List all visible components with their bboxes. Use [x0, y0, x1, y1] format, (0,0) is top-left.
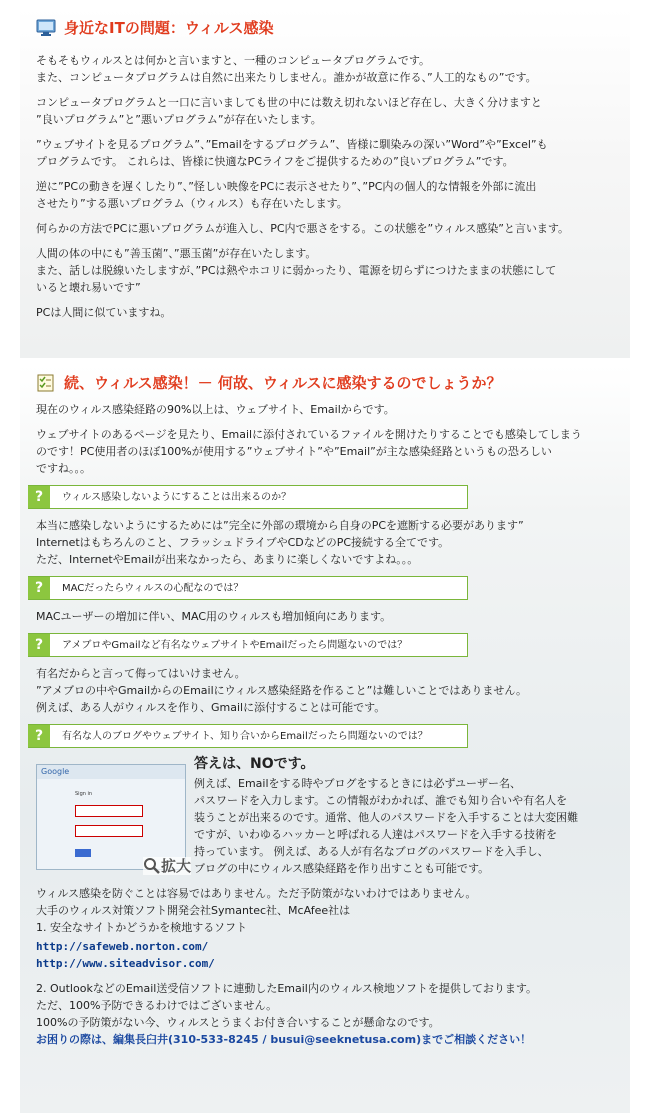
section-2-heading: [36, 373, 620, 393]
question-mark-icon: ?: [28, 634, 50, 656]
thumb-password-field: [75, 825, 143, 837]
zoom-label: 拡大: [160, 856, 191, 875]
paragraph: 何らかの方法でPCに悪いプログラムが進入し、PC内で悪さをする。この状態を”ウィルス感染”と言います。: [36, 222, 570, 235]
answer-content: [194, 756, 578, 877]
login-screenshot-thumbnail[interactable]: [36, 764, 191, 875]
section-1-title: 身近なITの問題：ウィルス感染: [64, 19, 274, 37]
section-1-card: [20, 8, 630, 358]
closing-text: 2. OutlookなどのEmail送受信ソフトに連動したEmail内のウィルス検地ソフトを提供しております。 ただ、100%予防できるわけではございません。 100%の予防策がない今、ウィルスとうまくお付き合いすることが懸命なのです。: [36, 982, 537, 1029]
thumb-email-field: [75, 805, 143, 817]
prevention-text: ウィルス感染を防ぐことは容易ではありません。ただ予防策がないわけではありません。 大手のウィルス対策ソフト開発会社Symantec社、McAfee社は 1. 安全なサイトかどうかを検地するソフト: [36, 887, 477, 934]
section-2-title: 続、ウィルス感染！－ 何故、ウィルスに感染するのでしょうか？: [64, 374, 502, 392]
question-mark-icon: ?: [28, 486, 50, 508]
paragraph: ”ウェブサイトを見るプログラム”、”Emailをするプログラム”、皆様に馴染みの深い”Word”や”Excel”も プログラムです。 これらは、皆様に快適なPCライフをご提供するための”良いプログラム”です。: [36, 138, 548, 168]
question-box: [28, 576, 468, 600]
answer-body: 例えば、Emailをする時やブログをするときには必ずユーザー名、 パスワードを入力します。この情報がわかれば、誰でも知り合いや有名人を 装うことが出来るのです。通常、他人のパスワードを入手することは大変困難 ですが、いわゆるハッカーと呼ばれる人達はパスワードを入手する技術を 持っています。 例えば、ある人が有名なブログのパスワードを入手し、 ブログの中にウィルス感染経路を作り出すことも可能です。: [194, 777, 579, 875]
question-text: 有名な人のブログやウェブサイト、知り合いからEmailだったら問題ないのでは？: [62, 730, 428, 742]
answer-text: 有名だからと言って侮ってはいけません。 ”アメブロの中やGmailからのEmailにウィルス感染経路を作ること”は難しいことではありません。 例えば、ある人がウィルスを作り、Gmailに添付することは可能です。: [36, 667, 528, 714]
question-mark-icon: ?: [28, 577, 50, 599]
question-text: MACだったらウィルスの心配なのでは？: [62, 582, 244, 594]
thumb-label: Sign in: [75, 791, 93, 797]
paragraph: 現在のウィルス感染経路の90%以上は、ウェブサイト、Emailからです。: [36, 403, 395, 416]
answer-title: 答えは、NOです。: [194, 756, 315, 772]
answer-block: [36, 756, 620, 877]
section-2-card: [20, 365, 630, 1113]
zoom-button[interactable]: [143, 857, 191, 875]
thumb-signin-button: [75, 849, 91, 857]
paragraph: ウェブサイトのあるページを見たり、Emailに添付されているファイルを開けたりすることでも感染してしまう のです！PC使用者のほぼ100%が使用する”ウェブサイト”や”Email”が主な感染経路というもの恐ろしい ですね。。。: [36, 428, 582, 475]
link-norton[interactable]: http://safeweb.norton.com/: [36, 940, 209, 953]
question-text: アメブロやGmailなど有名なウェブサイトやEmailだったら問題ないのでは？: [62, 639, 408, 651]
checklist-icon: [36, 374, 56, 392]
question-box: [28, 633, 468, 657]
question-box: [28, 485, 468, 509]
paragraph: コンピュータプログラムと一口に言いましても世の中には数え切れないほど存在し、大きく分けますと ”良いプログラム”と”悪いプログラム”が存在いたします。: [36, 96, 542, 126]
question-box: [28, 724, 468, 748]
contact-line: お困りの際は、編集長臼井(310-533-8245 / busui@seeknetusa.com)までご相談ください！: [36, 1033, 532, 1046]
question-text: ウィルス感染しないようにすることは出来るのか？: [62, 491, 292, 503]
link-siteadvisor[interactable]: http://www.siteadvisor.com/: [36, 957, 215, 970]
google-logo: Google: [37, 765, 185, 779]
paragraph: 逆に”PCの動きを遅くしたり”、”怪しい映像をPCに表示させたり”、”PC内の個人的な情報を外部に流出 させたり”する悪いプログラム（ウィルス）も存在いたします。: [36, 180, 537, 210]
paragraph: PCは人間に似ていますね。: [36, 306, 172, 319]
question-mark-icon: ?: [28, 725, 50, 747]
answer-text: MACユーザーの増加に伴い、MAC用のウィルスも増加傾向にあります。: [36, 610, 392, 623]
paragraph: そもそもウィルスとは何かと言いますと、一種のコンピュータプログラムです。 また、コンピュータプログラムは自然に出来たりしません。誰かが故意に作る、”人工的なもの”です。: [36, 54, 537, 84]
answer-text: 本当に感染しないようにするためには”完全に外部の環境から自身のPCを遮断する必要があります” Internetはもちろんのこと、フラッシュドライブやCDなどのPC接続する全てです。 ただ、InternetやEmailが出来なかったら、あまりに楽しくないですよね。。。: [36, 519, 524, 566]
monitor-icon: [36, 19, 56, 37]
section-1-heading: [36, 18, 620, 38]
paragraph: 人間の体の中にも”善玉菌”、”悪玉菌”が存在いたします。 また、話しは脱線いたしますが、”PCは熱やホコリに弱かったり、電源を切らずにつけたままの状態にして いると壊れ易いです”: [36, 247, 557, 294]
magnifier-icon: [143, 857, 161, 875]
